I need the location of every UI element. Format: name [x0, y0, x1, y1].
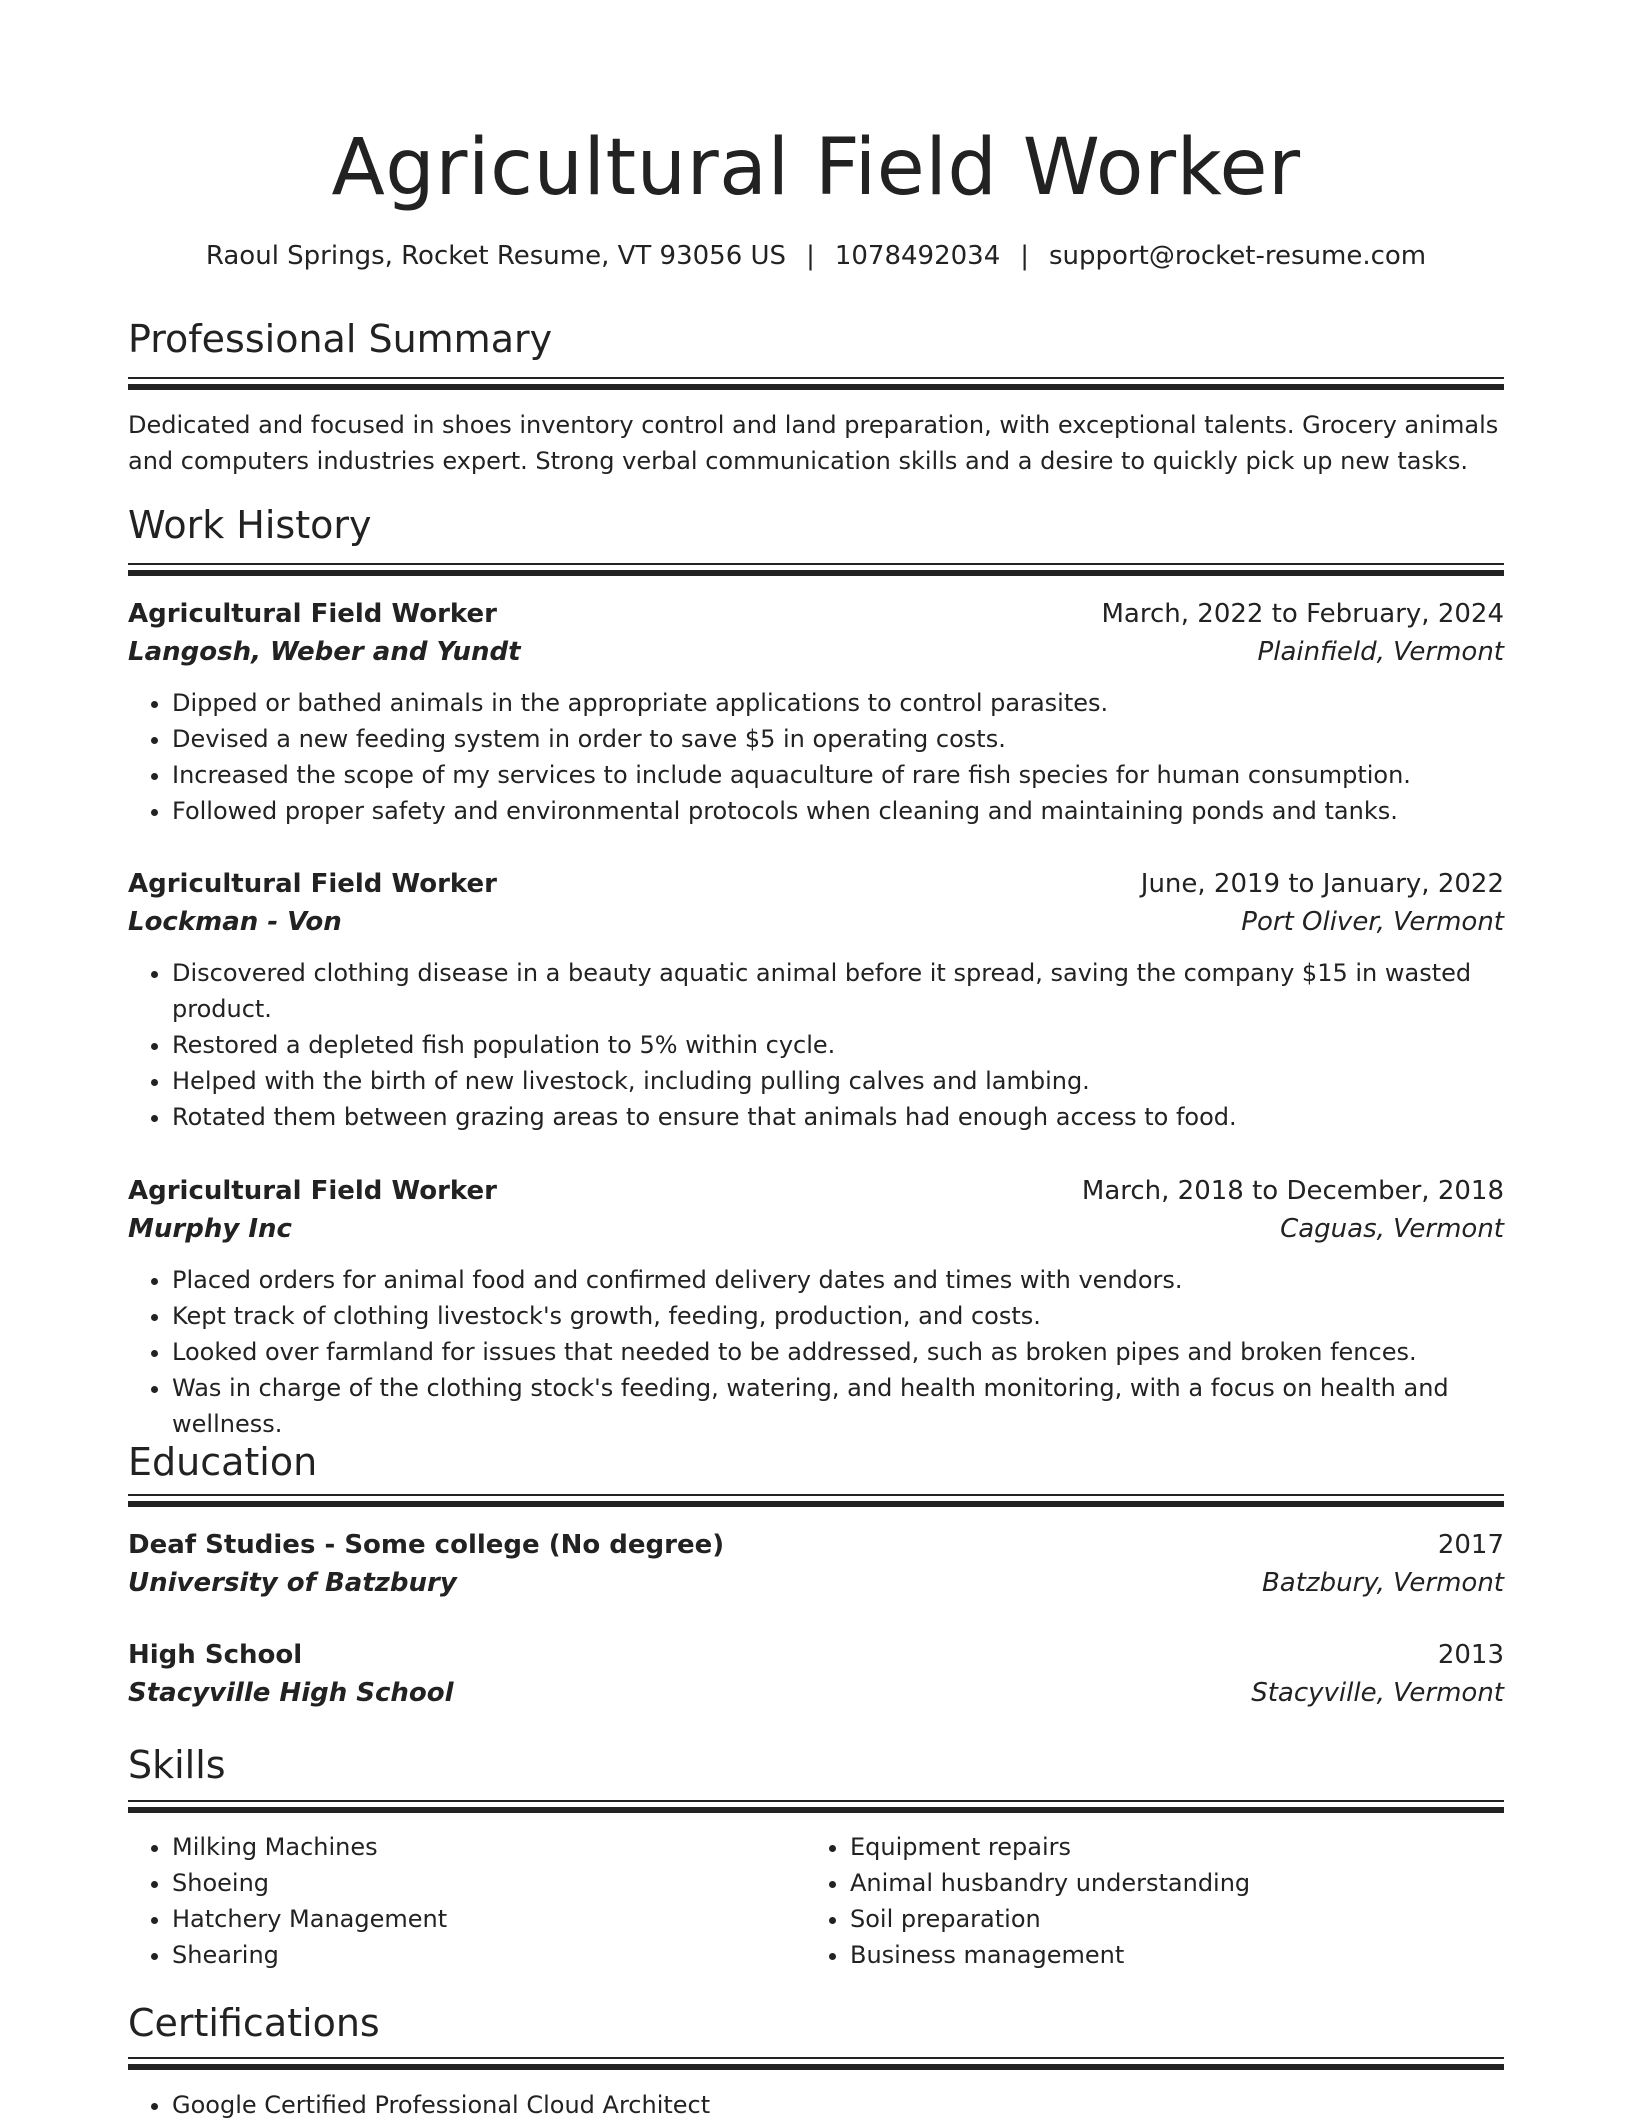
list-item: • Followed proper safety and environmental protocols when cleaning and maintaining ponds and tanks.: [172, 793, 1504, 829]
list-item: • Was in charge of the clothing stock's feeding, watering, and health monitoring, with a focus on health and wellness.: [172, 1370, 1504, 1442]
job-company: Langosh, Weber and Yundt: [128, 637, 521, 667]
job-bullets: [128, 955, 1472, 1135]
list-item: • Devised a new feeding system in order to save $5 in operating costs.: [172, 721, 1504, 757]
job-dates: March, 2018 to December, 2018: [1081, 1176, 1504, 1206]
job-entry: [128, 595, 1504, 829]
education-school: University of Batzbury: [128, 1568, 457, 1598]
section-divider: [128, 2057, 1504, 2070]
skill-item: • Business management: [850, 1937, 1490, 1973]
contact-phone: 1078492034: [834, 241, 1001, 271]
summary-text: Dedicated and focused in shoes inventory control and land preparation, with exceptional talents. Grocery animals and computers industries expert. Strong verbal communication skills and a desire to quickly pick up new tasks.: [128, 411, 1499, 475]
skill-item: • Shearing: [172, 1937, 812, 1973]
list-item: • Restored a depleted fish population to 5% within cycle.: [172, 1027, 1472, 1063]
list-item: • Discovered clothing disease in a beauty aquatic animal before it spread, saving the company $15 in wasted product.: [172, 955, 1472, 1027]
education-year: 2013: [1437, 1640, 1504, 1670]
education-year: 2017: [1437, 1530, 1504, 1560]
job-bullets: [128, 685, 1504, 829]
section-title: Work History: [128, 503, 372, 547]
education-entry: [128, 1526, 1504, 1602]
list-item: • Rotated them between grazing areas to ensure that animals had enough access to food.: [172, 1099, 1472, 1135]
contact-email: support@rocket-resume.com: [1049, 241, 1427, 271]
list-item: • Helped with the birth of new livestock, including pulling calves and lambing.: [172, 1063, 1472, 1099]
education-entry: [128, 1636, 1504, 1712]
skills-column: [128, 1829, 812, 1973]
education-school: Stacyville High School: [128, 1678, 454, 1708]
job-location: Caguas, Vermont: [1280, 1214, 1504, 1244]
education-location: Batzbury, Vermont: [1261, 1568, 1504, 1598]
section-title: Professional Summary: [128, 317, 553, 361]
skill-item: • Soil preparation: [850, 1901, 1490, 1937]
skill-item: • Equipment repairs: [850, 1829, 1490, 1865]
job-company: Lockman - Von: [128, 907, 342, 937]
section-title: Certifications: [128, 2001, 380, 2045]
skill-item: • Hatchery Management: [172, 1901, 812, 1937]
skills-column: [806, 1829, 1490, 1973]
education-location: Stacyville, Vermont: [1251, 1678, 1504, 1708]
job-title: Agricultural Field Worker: [128, 869, 497, 899]
contact-separator: |: [806, 241, 815, 271]
section-title: Skills: [128, 1743, 226, 1787]
list-item: • Dipped or bathed animals in the appropriate applications to control parasites.: [172, 685, 1504, 721]
skill-item: • Shoeing: [172, 1865, 812, 1901]
certifications-list: [128, 2087, 1472, 2123]
work-section: [128, 500, 1504, 550]
job-location: Port Oliver, Vermont: [1241, 907, 1504, 937]
list-item: • Placed orders for animal food and confirmed delivery dates and times with vendors.: [172, 1262, 1504, 1298]
list-item: • Kept track of clothing livestock's growth, feeding, production, and costs.: [172, 1298, 1504, 1334]
job-title: Agricultural Field Worker: [128, 599, 497, 629]
job-title: Agricultural Field Worker: [128, 1176, 497, 1206]
education-section: [128, 1437, 1504, 1487]
job-location: Plainfield, Vermont: [1257, 637, 1504, 667]
list-item: • Looked over farmland for issues that needed to be addressed, such as broken pipes and broken fences.: [172, 1334, 1504, 1370]
job-dates: March, 2022 to February, 2024: [1101, 599, 1504, 629]
job-bullets: [128, 1262, 1504, 1442]
certifications-section: [128, 1998, 1504, 2048]
summary-section: [128, 314, 1504, 364]
education-degree: High School: [128, 1640, 303, 1670]
job-entry: [128, 865, 1504, 1135]
job-dates: June, 2019 to January, 2022: [1140, 869, 1504, 899]
certification-item: • Google Certified Professional Cloud Architect: [172, 2087, 1472, 2123]
job-entry: [128, 1172, 1504, 1442]
section-divider: [128, 563, 1504, 576]
resume-name: Agricultural Field Worker: [331, 123, 1301, 213]
contact-address: Raoul Springs, Rocket Resume, VT 93056 US: [205, 241, 787, 271]
education-degree: Deaf Studies - Some college (No degree): [128, 1530, 725, 1560]
job-company: Murphy Inc: [128, 1214, 292, 1244]
section-divider: [128, 1800, 1504, 1813]
section-divider: [128, 1494, 1504, 1507]
skill-item: • Animal husbandry understanding: [850, 1865, 1490, 1901]
section-title: Education: [128, 1440, 318, 1484]
list-item: • Increased the scope of my services to include aquaculture of rare fish species for human consumption.: [172, 757, 1504, 793]
contact-separator: |: [1020, 241, 1030, 271]
contact-line: [128, 238, 1504, 274]
skill-item: • Milking Machines: [172, 1829, 812, 1865]
skills-section: [128, 1740, 1504, 1790]
section-divider: [128, 377, 1504, 390]
